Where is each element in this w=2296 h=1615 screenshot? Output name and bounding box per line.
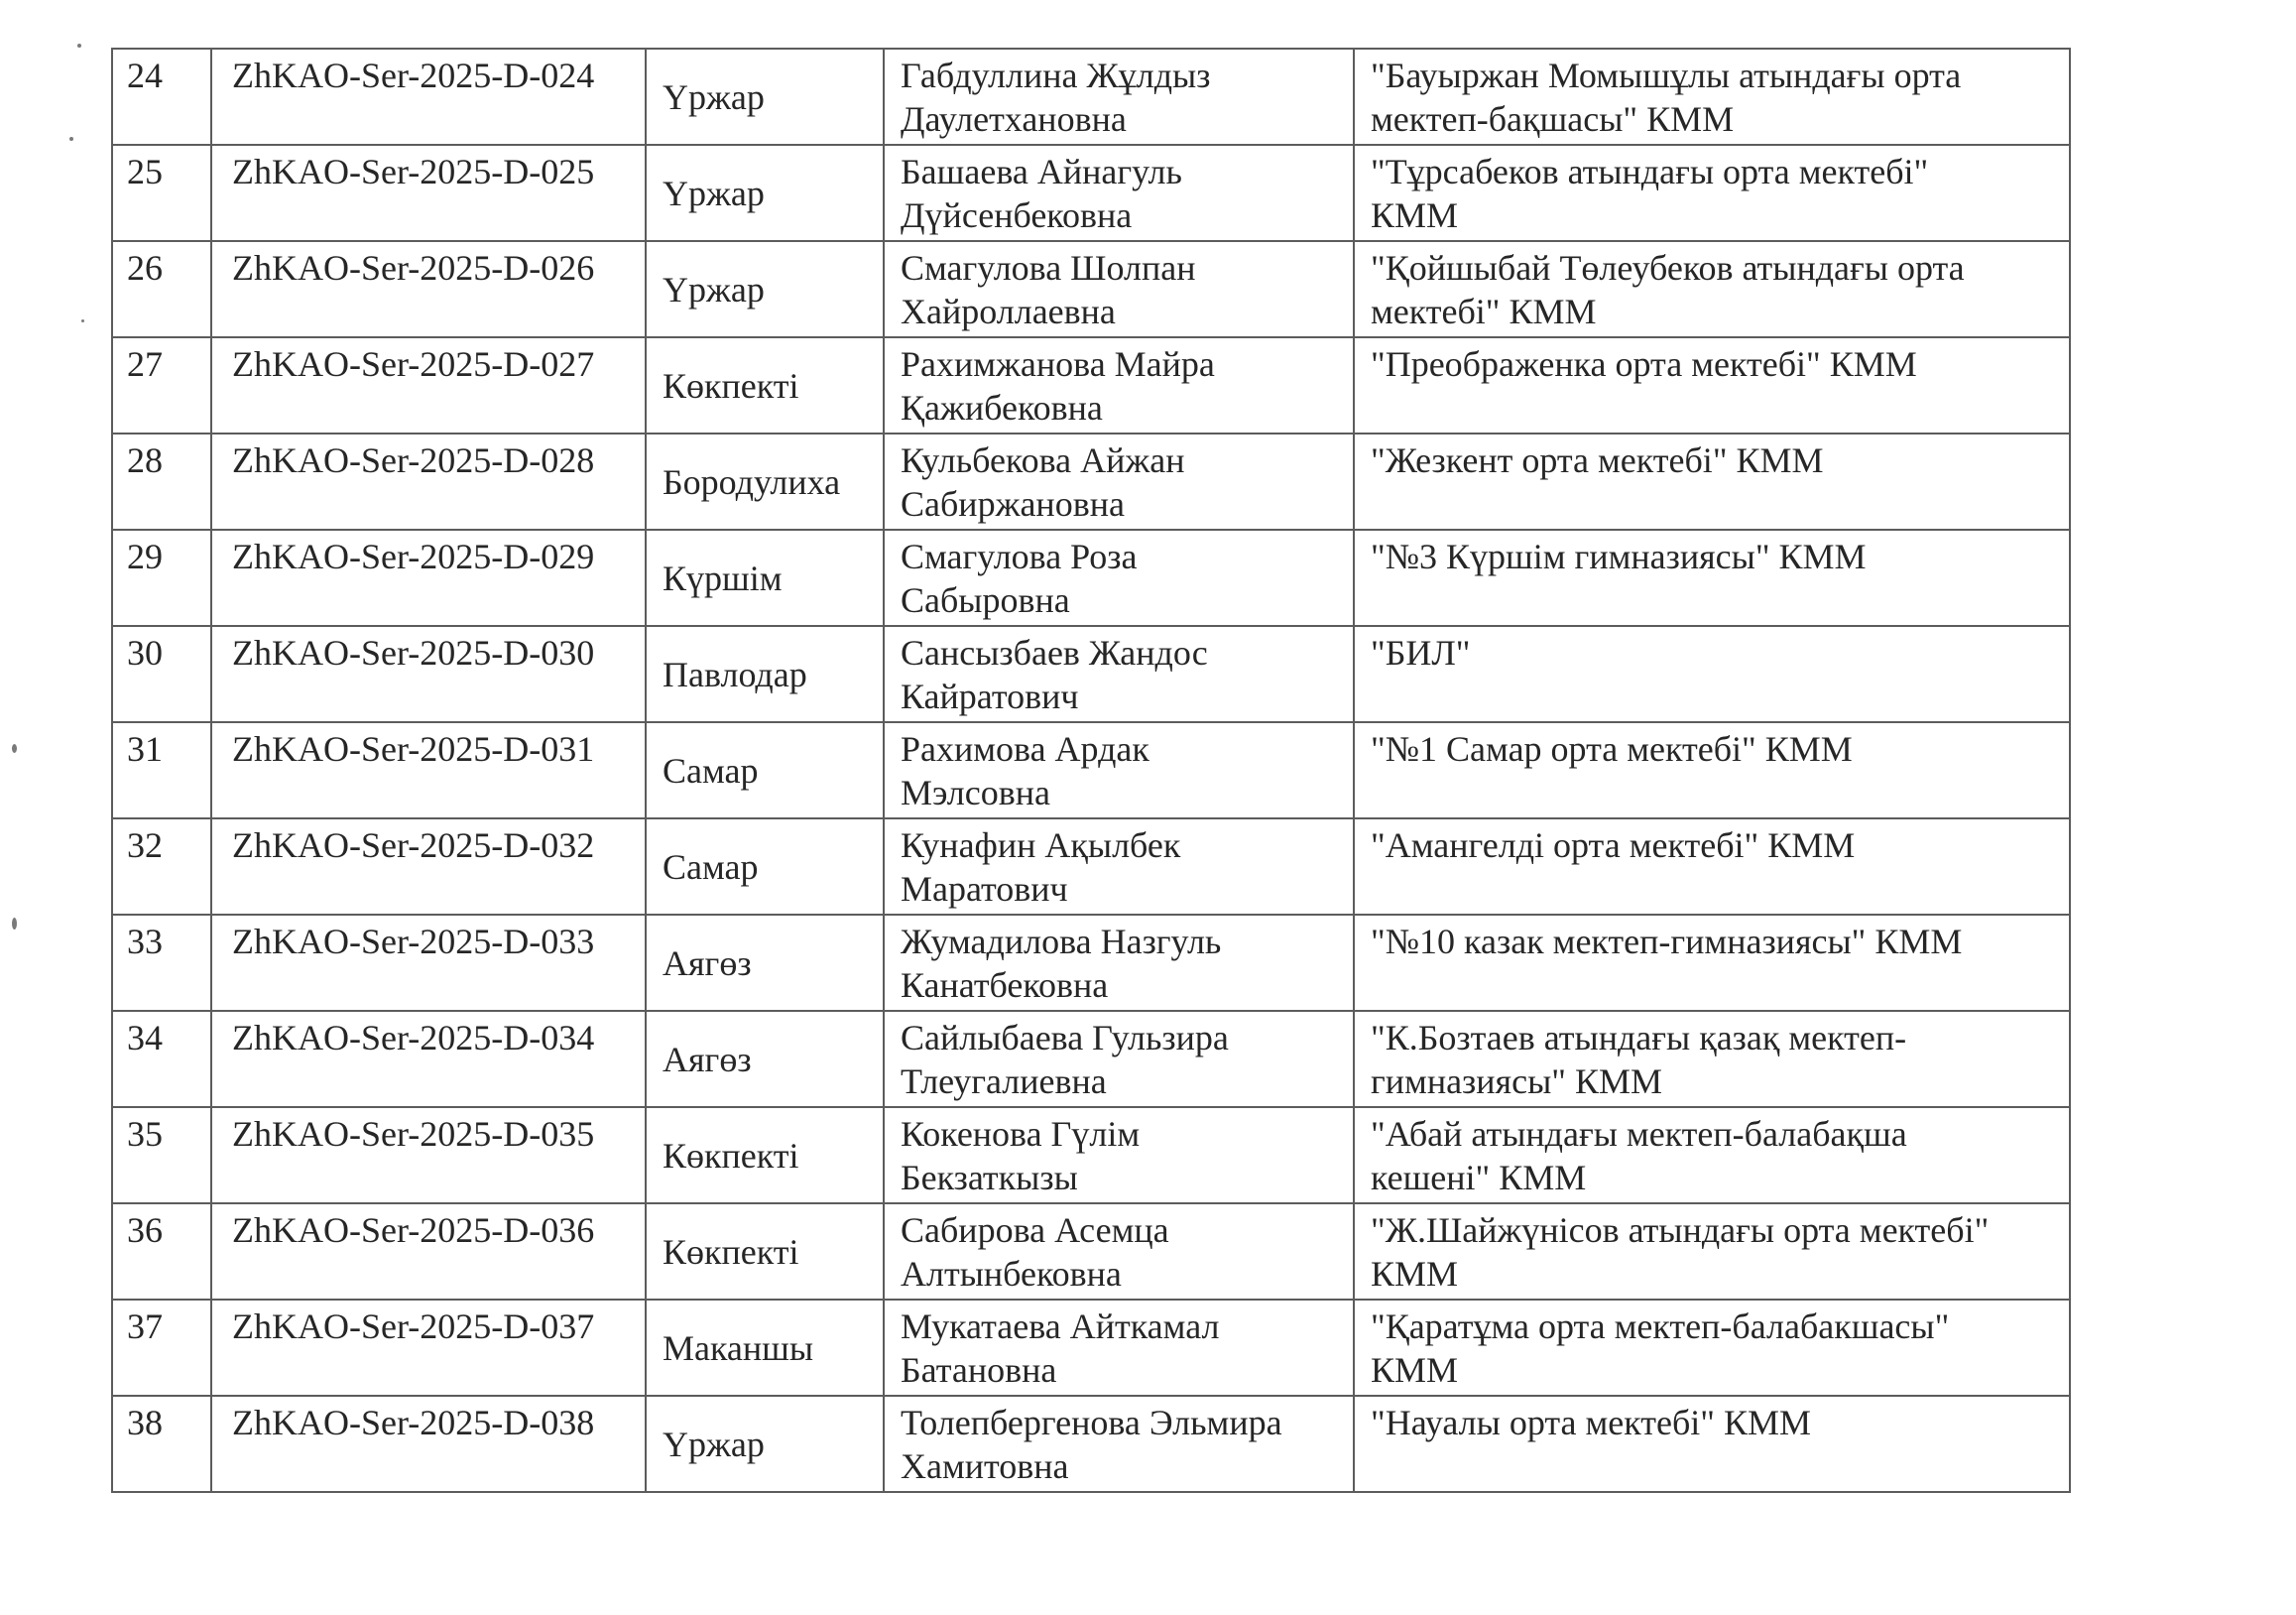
school-name-line-1: "Жезкент орта мектебі" КММ bbox=[1371, 440, 1824, 480]
registration-code-cell bbox=[211, 626, 646, 722]
school-name-line-2: КММ bbox=[1371, 1254, 1459, 1294]
district-name: Үржар bbox=[663, 173, 765, 213]
school-name-line-1: "Қойшыбай Төлеубеков атындағы орта bbox=[1371, 248, 1965, 288]
registration-code: ZhKAO-Ser-2025-D-038 bbox=[232, 1403, 595, 1442]
table-row bbox=[112, 1396, 2070, 1492]
row-number-cell bbox=[112, 915, 211, 1011]
person-name-cell bbox=[884, 915, 1354, 1011]
district-cell bbox=[646, 722, 884, 818]
scan-speck bbox=[77, 44, 81, 48]
person-name-line-1: Сайлыбаева Гульзира bbox=[901, 1018, 1229, 1057]
registration-code-cell bbox=[211, 818, 646, 915]
person-name-line-1: Кульбекова Айжан bbox=[901, 440, 1185, 480]
registration-code: ZhKAO-Ser-2025-D-028 bbox=[232, 440, 595, 480]
registration-code: ZhKAO-Ser-2025-D-035 bbox=[232, 1114, 595, 1154]
table-row bbox=[112, 1011, 2070, 1107]
district-cell bbox=[646, 626, 884, 722]
school-name-line-2: гимназиясы" КММ bbox=[1371, 1061, 1662, 1101]
person-name-cell bbox=[884, 1107, 1354, 1203]
district-name: Бородулиха bbox=[663, 461, 841, 502]
district-name: Үржар bbox=[663, 269, 765, 310]
district-name: Самар bbox=[663, 750, 759, 791]
person-name-line-2: Хамитовна bbox=[901, 1446, 1069, 1486]
person-name-line-2: Сабиржановна bbox=[901, 484, 1125, 524]
row-number: 26 bbox=[127, 248, 163, 288]
person-name-line-2: Даулетхановна bbox=[901, 99, 1127, 139]
person-name-cell bbox=[884, 1011, 1354, 1107]
school-name-line-1: "К.Бозтаев атындағы қазақ мектеп- bbox=[1371, 1018, 1907, 1057]
school-name-cell bbox=[1354, 434, 2070, 530]
table-row bbox=[112, 818, 2070, 915]
person-name-line-2: Сабыровна bbox=[901, 580, 1070, 620]
district-cell bbox=[646, 337, 884, 434]
school-name-line-1: "Амангелді орта мектебі" КММ bbox=[1371, 825, 1856, 865]
person-name-cell bbox=[884, 1300, 1354, 1396]
school-name-line-1: "Бауыржан Момышұлы атындағы орта bbox=[1371, 56, 1962, 95]
person-name-line-2: Дүйсенбековна bbox=[901, 195, 1133, 235]
person-name-line-1: Габдуллина Жұлдыз bbox=[901, 56, 1211, 95]
person-name-line-2: Қажибековна bbox=[901, 388, 1103, 428]
district-cell bbox=[646, 1203, 884, 1300]
registration-code: ZhKAO-Ser-2025-D-025 bbox=[232, 152, 595, 191]
person-name-line-2: Мэлсовна bbox=[901, 773, 1050, 812]
district-cell bbox=[646, 818, 884, 915]
row-number-cell bbox=[112, 722, 211, 818]
registration-code: ZhKAO-Ser-2025-D-024 bbox=[232, 56, 595, 95]
registration-code: ZhKAO-Ser-2025-D-037 bbox=[232, 1306, 595, 1346]
row-number: 36 bbox=[127, 1210, 163, 1250]
person-name-cell bbox=[884, 722, 1354, 818]
row-number-cell bbox=[112, 145, 211, 241]
district-cell bbox=[646, 49, 884, 145]
row-number: 24 bbox=[127, 56, 163, 95]
row-number-cell bbox=[112, 337, 211, 434]
row-number-cell bbox=[112, 1396, 211, 1492]
registration-code-cell bbox=[211, 722, 646, 818]
scan-speck bbox=[12, 744, 17, 753]
school-name-line-1: "Қаратұма орта мектеп-балабакшасы" bbox=[1371, 1306, 1950, 1346]
person-name-cell bbox=[884, 1203, 1354, 1300]
school-name-cell bbox=[1354, 626, 2070, 722]
person-name-line-1: Кокенова Гүлім bbox=[901, 1114, 1141, 1154]
registration-code-cell bbox=[211, 915, 646, 1011]
school-name-line-1: "Преображенка орта мектебі" КММ bbox=[1371, 344, 1917, 384]
school-name-cell bbox=[1354, 49, 2070, 145]
table-row bbox=[112, 434, 2070, 530]
person-name-cell bbox=[884, 434, 1354, 530]
district-cell bbox=[646, 530, 884, 626]
table-row bbox=[112, 530, 2070, 626]
person-name-line-2: Тлеугалиевна bbox=[901, 1061, 1107, 1101]
table-row bbox=[112, 1107, 2070, 1203]
row-number: 28 bbox=[127, 440, 163, 480]
registry-table bbox=[111, 48, 2071, 1493]
registration-code-cell bbox=[211, 1107, 646, 1203]
registration-code-cell bbox=[211, 530, 646, 626]
registration-code: ZhKAO-Ser-2025-D-026 bbox=[232, 248, 595, 288]
row-number-cell bbox=[112, 49, 211, 145]
row-number: 35 bbox=[127, 1114, 163, 1154]
person-name-cell bbox=[884, 626, 1354, 722]
person-name-line-1: Жумадилова Назгуль bbox=[901, 922, 1222, 961]
scan-speck bbox=[81, 319, 84, 322]
district-name: Күршім bbox=[663, 558, 783, 598]
school-name-cell bbox=[1354, 1203, 2070, 1300]
row-number-cell bbox=[112, 1300, 211, 1396]
person-name-line-1: Толепбергенова Эльмира bbox=[901, 1403, 1282, 1442]
person-name-line-2: Бекзаткызы bbox=[901, 1158, 1078, 1197]
row-number: 31 bbox=[127, 729, 163, 769]
row-number: 32 bbox=[127, 825, 163, 865]
school-name-cell bbox=[1354, 1107, 2070, 1203]
row-number-cell bbox=[112, 818, 211, 915]
row-number-cell bbox=[112, 1203, 211, 1300]
district-cell bbox=[646, 145, 884, 241]
district-name: Көкпекті bbox=[663, 1231, 799, 1272]
person-name-cell bbox=[884, 241, 1354, 337]
registration-code-cell bbox=[211, 1300, 646, 1396]
school-name-cell bbox=[1354, 530, 2070, 626]
registration-code: ZhKAO-Ser-2025-D-034 bbox=[232, 1018, 595, 1057]
person-name-line-2: Канатбековна bbox=[901, 965, 1109, 1005]
school-name-line-1: "БИЛ" bbox=[1371, 633, 1471, 673]
table-row bbox=[112, 626, 2070, 722]
scan-speck bbox=[69, 137, 73, 141]
row-number-cell bbox=[112, 1107, 211, 1203]
school-name-cell bbox=[1354, 145, 2070, 241]
school-name-line-1: "Ж.Шайжүнісов атындағы орта мектебі" bbox=[1371, 1210, 1990, 1250]
district-cell bbox=[646, 1107, 884, 1203]
district-cell bbox=[646, 241, 884, 337]
table-row bbox=[112, 722, 2070, 818]
row-number: 30 bbox=[127, 633, 163, 673]
person-name-cell bbox=[884, 337, 1354, 434]
school-name-cell bbox=[1354, 1300, 2070, 1396]
registration-code-cell bbox=[211, 434, 646, 530]
person-name-line-1: Сансызбаев Жандос bbox=[901, 633, 1208, 673]
school-name-line-1: "Науалы орта мектебі" КММ bbox=[1371, 1403, 1812, 1442]
district-name: Аягөз bbox=[663, 942, 752, 983]
registration-code-cell bbox=[211, 337, 646, 434]
district-cell bbox=[646, 434, 884, 530]
table-row bbox=[112, 49, 2070, 145]
person-name-cell bbox=[884, 1396, 1354, 1492]
district-name: Көкпекті bbox=[663, 365, 799, 406]
registration-code-cell bbox=[211, 1396, 646, 1492]
school-name-cell bbox=[1354, 1011, 2070, 1107]
row-number: 29 bbox=[127, 537, 163, 576]
person-name-cell bbox=[884, 145, 1354, 241]
district-cell bbox=[646, 1396, 884, 1492]
person-name-line-2: Алтынбековна bbox=[901, 1254, 1122, 1294]
registration-code: ZhKAO-Ser-2025-D-030 bbox=[232, 633, 595, 673]
school-name-line-2: КММ bbox=[1371, 195, 1459, 235]
school-name-line-2: кешені" КММ bbox=[1371, 1158, 1587, 1197]
school-name-line-1: "Тұрсабеков атындағы орта мектебі" bbox=[1371, 152, 1929, 191]
school-name-line-1: "№10 казак мектеп-гимназиясы" КММ bbox=[1371, 922, 1963, 961]
registration-code-cell bbox=[211, 145, 646, 241]
district-name: Павлодар bbox=[663, 654, 807, 694]
person-name-line-1: Рахимжанова Майра bbox=[901, 344, 1215, 384]
person-name-line-1: Башаева Айнагуль bbox=[901, 152, 1182, 191]
person-name-line-2: Батановна bbox=[901, 1350, 1057, 1390]
registration-code: ZhKAO-Ser-2025-D-031 bbox=[232, 729, 595, 769]
table-row bbox=[112, 145, 2070, 241]
row-number-cell bbox=[112, 241, 211, 337]
school-name-cell bbox=[1354, 818, 2070, 915]
row-number: 37 bbox=[127, 1306, 163, 1346]
row-number-cell bbox=[112, 1011, 211, 1107]
row-number: 38 bbox=[127, 1403, 163, 1442]
table-row bbox=[112, 241, 2070, 337]
person-name-cell bbox=[884, 530, 1354, 626]
person-name-line-1: Смагулова Роза bbox=[901, 537, 1138, 576]
school-name-cell bbox=[1354, 1396, 2070, 1492]
school-name-line-2: КММ bbox=[1371, 1350, 1459, 1390]
person-name-cell bbox=[884, 49, 1354, 145]
school-name-cell bbox=[1354, 722, 2070, 818]
person-name-line-1: Мукатаева Айткамал bbox=[901, 1306, 1220, 1346]
registration-code: ZhKAO-Ser-2025-D-029 bbox=[232, 537, 595, 576]
district-cell bbox=[646, 1300, 884, 1396]
table-row bbox=[112, 337, 2070, 434]
school-name-line-1: "№1 Самар орта мектебі" КММ bbox=[1371, 729, 1853, 769]
registry-table-body bbox=[112, 49, 2070, 1492]
district-name: Үржар bbox=[663, 76, 765, 117]
person-name-line-2: Маратович bbox=[901, 869, 1068, 909]
school-name-line-2: мектебі" КММ bbox=[1371, 292, 1597, 331]
person-name-line-1: Кунафин Ақылбек bbox=[901, 825, 1181, 865]
person-name-line-1: Сабирова Асемца bbox=[901, 1210, 1169, 1250]
registration-code-cell bbox=[211, 49, 646, 145]
scan-speck bbox=[12, 918, 17, 930]
registration-code-cell bbox=[211, 1203, 646, 1300]
school-name-line-2: мектеп-бақшасы" КММ bbox=[1371, 99, 1735, 139]
school-name-cell bbox=[1354, 241, 2070, 337]
district-cell bbox=[646, 915, 884, 1011]
school-name-cell bbox=[1354, 915, 2070, 1011]
table-row bbox=[112, 1203, 2070, 1300]
row-number-cell bbox=[112, 626, 211, 722]
school-name-line-1: "№3 Күршім гимназиясы" КММ bbox=[1371, 537, 1867, 576]
registration-code-cell bbox=[211, 1011, 646, 1107]
district-name: Самар bbox=[663, 846, 759, 887]
district-name: Маканшы bbox=[663, 1327, 814, 1368]
district-cell bbox=[646, 1011, 884, 1107]
row-number: 34 bbox=[127, 1018, 163, 1057]
person-name-cell bbox=[884, 818, 1354, 915]
registration-code: ZhKAO-Ser-2025-D-032 bbox=[232, 825, 595, 865]
row-number-cell bbox=[112, 530, 211, 626]
table-row bbox=[112, 915, 2070, 1011]
row-number-cell bbox=[112, 434, 211, 530]
district-name: Көкпекті bbox=[663, 1135, 799, 1176]
school-name-line-1: "Абай атындағы мектеп-балабақша bbox=[1371, 1114, 1907, 1154]
registration-code: ZhKAO-Ser-2025-D-027 bbox=[232, 344, 595, 384]
row-number: 33 bbox=[127, 922, 163, 961]
registration-code: ZhKAO-Ser-2025-D-036 bbox=[232, 1210, 595, 1250]
person-name-line-2: Хайроллаевна bbox=[901, 292, 1116, 331]
person-name-line-2: Кайратович bbox=[901, 677, 1079, 716]
table-row bbox=[112, 1300, 2070, 1396]
row-number: 27 bbox=[127, 344, 163, 384]
person-name-line-1: Рахимова Ардак bbox=[901, 729, 1149, 769]
registration-code-cell bbox=[211, 241, 646, 337]
registration-code: ZhKAO-Ser-2025-D-033 bbox=[232, 922, 595, 961]
person-name-line-1: Смагулова Шолпан bbox=[901, 248, 1196, 288]
school-name-cell bbox=[1354, 337, 2070, 434]
district-name: Аягөз bbox=[663, 1039, 752, 1079]
district-name: Үржар bbox=[663, 1424, 765, 1464]
row-number: 25 bbox=[127, 152, 163, 191]
